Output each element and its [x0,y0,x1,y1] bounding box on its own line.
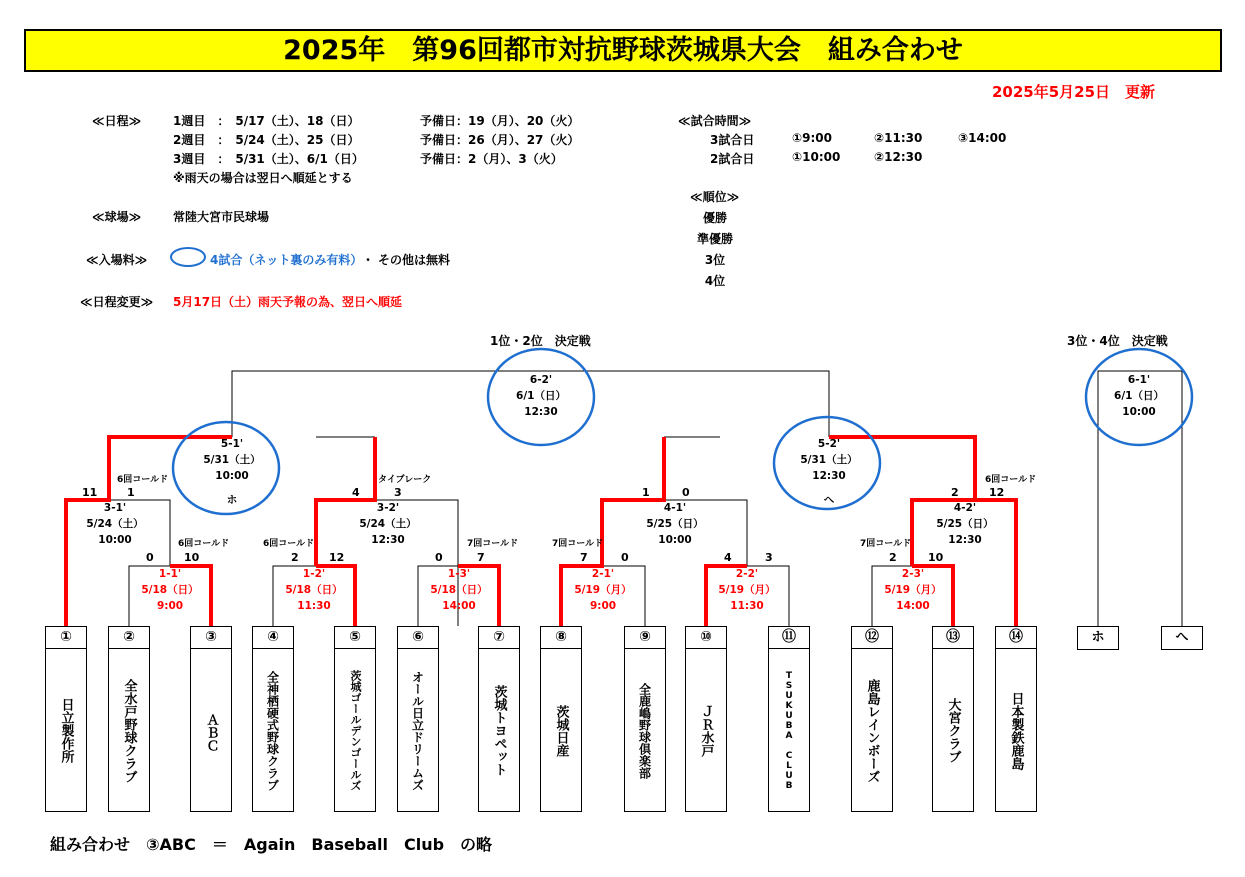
score-g3-2-left: 4 [352,486,360,499]
spare-day-2: 予備日：26（月）、27（火） [420,133,580,147]
game-2-1 [558,566,648,614]
team-3 [190,626,232,812]
team-name: ＪＲ水戸 [698,704,714,757]
team-1 [45,626,87,812]
team-name: 鹿島レインボーズ [864,678,880,783]
game-date: 5/19（月） [718,584,776,596]
game-id: 3-2' [376,502,400,514]
team-name: 茨城ゴールデンゴールズ [349,670,362,791]
spare-day-1: 予備日：19（月）、20（火） [420,114,580,128]
game-date: 5/18（日） [285,584,343,596]
score-g2-1-right: 0 [621,551,629,564]
score-g2-3-left: 2 [889,551,897,564]
team-name: 茨城日産 [553,704,569,757]
note-called-g1-3: 7回コールド [467,539,519,549]
game-id: 2-1' [591,568,615,580]
game-time: 10:00 [98,534,132,546]
game-times-row1-t3: ③14:00 [958,131,1007,145]
score-g2-1-left: 7 [580,551,588,564]
team-name: 日本製鉄鹿島 [1008,691,1024,770]
schedule-week-2: 2週目 ： 5/24（土）、25（日） [173,133,360,147]
game-times-row2-t1: ①10:00 [792,150,841,164]
team-number: ⑪ [769,627,809,649]
game-time: 14:00 [896,600,930,612]
score-g1-1-left: 0 [146,551,154,564]
final-label: 1位・2位 決定戦 [490,334,591,348]
admission-separator: ・ [362,253,375,267]
game-id: 1-2' [302,568,326,580]
game-id: 1-1' [158,568,182,580]
ranking-1: 優勝 [702,211,727,225]
score-g1-3-right: 7 [477,551,485,564]
team-13 [932,626,974,812]
ranking-label: ≪順位≫ [690,190,740,204]
rain-note: ※雨天の場合は翌日へ順延とする [173,171,353,185]
ranking-2: 準優勝 [696,232,733,246]
score-g4-2-left: 2 [951,486,959,499]
game-time: 10:00 [1122,406,1156,418]
team-4 [252,626,294,812]
team-9 [624,626,666,812]
team-name: 全鹿嶋野球倶楽部 [637,682,652,779]
game-id: 5-1' [220,438,244,450]
game-date: 6/1（日） [1114,390,1164,402]
game-time: 9:00 [156,600,184,612]
game-1-3 [414,566,504,614]
note-tiebreak-g3-2: タイブレーク [378,475,432,485]
team-number: ⑦ [479,627,519,649]
game-date: 5/19（月） [884,584,942,596]
score-g4-1-left: 1 [642,486,650,499]
score-g2-3-right: 10 [928,551,944,564]
game-date: 5/31（土） [800,454,858,466]
score-g3-1-right: 1 [127,486,135,499]
team-name: オール日立ドリームズ [410,670,425,791]
footnote: 組み合わせ ③ABC ＝ Again Baseball Club の略 [50,835,493,854]
team-number: ⑨ [625,627,665,649]
game-time: 10:00 [658,534,692,546]
game-5-1 [187,436,277,508]
team-number: ① [46,627,86,649]
game-id: 4-2' [953,502,977,514]
score-g3-2-right: 3 [394,486,402,499]
team-name: ＡＢＣ [203,712,219,752]
venue-value: 常陸大宮市民球場 [173,210,270,224]
note-called-g3-1: 6回コールド [117,475,169,485]
game-id: 5-2' [817,438,841,450]
third-label: 3位・4位 決定戦 [1067,334,1168,348]
score-g1-2-right: 12 [329,551,345,564]
team-number: ⑧ [541,627,581,649]
game-6-1 [1094,372,1184,420]
note-called-g4-2: 6回コールド [985,475,1037,485]
score-g2-2-left: 4 [724,551,732,564]
game-slot: へ [823,494,835,506]
team-14 [995,626,1037,812]
team-number: ⑬ [933,627,973,649]
game-id: 3-1' [103,502,127,514]
game-3-2 [343,500,433,548]
game-times-row1-t2: ②11:30 [874,131,923,145]
game-id: 1-3' [447,568,471,580]
game-6-2 [496,372,586,420]
venue-label: ≪球場≫ [92,210,142,224]
game-id: 4-1' [663,502,687,514]
third-slot-ho: ホ [1077,626,1119,650]
game-time: 10:00 [215,470,249,482]
team-7 [478,626,520,812]
page-title: 2025年 第96回都市対抗野球茨城県大会 組み合わせ [24,29,1222,72]
game-4-2 [920,500,1010,548]
team-12 [851,626,893,812]
team-name: 大宮クラブ [945,698,961,763]
game-time: 12:30 [948,534,982,546]
change-value: 5月17日（土）雨天予報の為、翌日へ順延 [173,295,403,309]
score-g4-2-right: 12 [989,486,1005,499]
admission-free: その他は無料 [378,253,451,267]
game-1-2 [269,566,359,614]
team-name: TSUKUBA CLUB [784,670,794,791]
team-number: ② [109,627,149,649]
team-name: 日立製作所 [58,698,74,763]
game-date: 5/31（土） [203,454,261,466]
updated-date: 2025年5月25日 更新 [992,83,1156,101]
game-2-2 [702,566,792,614]
game-time: 12:30 [812,470,846,482]
third-slot-he: へ [1161,626,1203,650]
score-g3-1-left: 11 [82,486,98,499]
game-date: 5/18（日） [141,584,199,596]
game-slot: ホ [226,494,238,506]
game-2-3 [868,566,958,614]
game-date: 6/1（日） [516,390,566,402]
game-1-1 [125,566,215,614]
game-5-2 [784,436,874,508]
team-name: 全水戸野球クラブ [121,678,137,783]
team-11 [768,626,810,812]
game-time: 9:00 [589,600,617,612]
ranking-3: 3位 [704,253,726,267]
team-10 [685,626,727,812]
game-times-row2-t2: ②12:30 [874,150,923,164]
game-4-1 [630,500,720,548]
team-number: ⑩ [686,627,726,649]
change-label: ≪日程変更≫ [80,295,154,309]
team-5 [334,626,376,812]
team-2 [108,626,150,812]
game-times-label: ≪試合時間≫ [678,114,752,128]
team-6 [397,626,439,812]
game-date: 5/24（土） [86,518,144,530]
schedule-week-3: 3週目 ： 5/31（土）、6/1（日） [173,152,364,166]
note-called-g1-2: 6回コールド [263,539,315,549]
team-number: ⑭ [996,627,1036,649]
game-time: 11:30 [730,600,764,612]
game-time: 12:30 [524,406,558,418]
game-date: 5/25（日） [646,518,704,530]
team-number: ③ [191,627,231,649]
ranking-4: 4位 [704,274,726,288]
schedule-week-1: 1週目 ： 5/17（土）、18（日） [173,114,360,128]
game-times-row1-name: 3試合日 [710,133,755,147]
game-id: 2-2' [735,568,759,580]
game-id: 6-1' [1127,374,1151,386]
admission-label: ≪入場料≫ [86,253,148,267]
game-time: 11:30 [297,600,331,612]
score-g1-3-left: 0 [435,551,443,564]
game-id: 6-2' [529,374,553,386]
game-date: 5/25（日） [936,518,994,530]
score-g4-1-right: 0 [682,486,690,499]
team-number: ④ [253,627,293,649]
game-date: 5/24（土） [359,518,417,530]
game-times-row2-name: 2試合日 [710,152,755,166]
game-date: 5/19（月） [574,584,632,596]
note-called-g1-1: 6回コールド [178,539,230,549]
team-number: ⑫ [852,627,892,649]
game-times-row1-t1: ①9:00 [792,131,833,145]
score-g1-1-right: 10 [184,551,200,564]
score-g2-2-right: 3 [765,551,773,564]
game-time: 12:30 [371,534,405,546]
team-name: 茨城トヨペット [491,685,507,776]
admission-paid: 4試合（ネット裏のみ有料） [210,253,363,267]
schedule-label: ≪日程≫ [92,114,142,128]
team-number: ⑥ [398,627,438,649]
game-time: 14:00 [442,600,476,612]
team-8 [540,626,582,812]
game-id: 2-3' [901,568,925,580]
team-name: 全神栖硬式野球クラブ [265,670,280,791]
note-called-g2-3: 7回コールド [860,539,912,549]
note-called-g2-1: 7回コールド [552,539,604,549]
game-date: 5/18（日） [430,584,488,596]
score-g1-2-left: 2 [291,551,299,564]
spare-day-3: 予備日：2（月）、3（火） [420,152,563,166]
game-3-1 [70,500,160,548]
team-number: ⑤ [335,627,375,649]
